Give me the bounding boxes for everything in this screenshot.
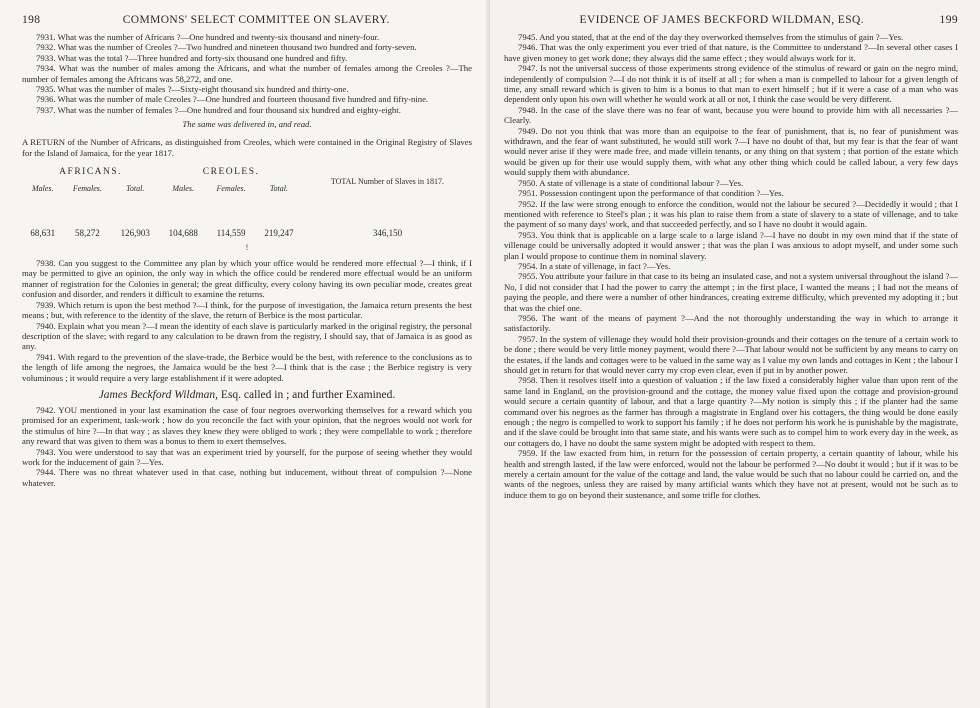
column-header: Total. bbox=[126, 184, 145, 194]
table-cell: 68,631 bbox=[30, 228, 56, 239]
paragraph: 7937. What was the number of females ?—One hundred and four thousand six hundred and eighty-eight. bbox=[36, 104, 401, 115]
left-top-paragraphs bbox=[22, 32, 472, 115]
column-header: Females. bbox=[216, 184, 246, 194]
right-page bbox=[490, 0, 980, 708]
paragraph: 7943. You were understood to say that was an experiment tried by yourself, for the purpose of seeing whether they would work for the inducement of gain ?—Yes. bbox=[22, 446, 472, 467]
creoles-header: CREOLES. bbox=[202, 167, 260, 178]
paragraph: 7931. What was the number of Africans ?—One hundred and twenty-six thousand and ninety-four. bbox=[36, 32, 380, 42]
paragraph: 7949. Do not you think that was more than an equipoise to the fear of punishment, that is, no fear of punishment was withdrawn, and the fear of want substituted, he would still work ?—I have no doubt of that, but my fear is that the fear of want would never arise if they were made free, and made villein tenants, or any thing on that system ; that portion of the estate which would be given up for their use would supply them, with what any other thing which could be called labour, a very few days would supply them with abundance. bbox=[504, 125, 958, 178]
left-running-title: COMMONS' SELECT COMMITTEE ON SLAVERY. bbox=[122, 14, 390, 26]
right-running-head bbox=[504, 14, 958, 26]
paragraph: 7939. Which return is upon the best method ?—I think, for the purpose of investigation, the Jamaica return presents the best means ; but, with reference to the identity of the slave, the return of Berbice is the most particular. bbox=[22, 299, 472, 321]
paragraph: 7936. What was the number of male Creoles ?—One hundred and fourteen thousand five hundred and fifty-nine. bbox=[36, 94, 429, 105]
paragraph: 7959. If the law exacted from him, in return for the possession of certain property, a certain quantity of labour, while his health and strength lasted, if the law were enforced, would not the labour be performed ?—No doubt it would ; but if it was to be merely a certain amount for the value of the cottage and land, the value would be such that no labour could be carried on, and the wants of the negroes, unless they are raised by many artificial wants which they have not at present, would not be such as to induce them to go on beyond their sustenance, and some trifle for clothes. bbox=[504, 448, 958, 500]
paragraph: 7948. In the case of the slave there was no fear of want, because you were bound to provide him with all necessaries ?—Clearly. bbox=[504, 104, 958, 126]
paragraph: 7945. And you stated, that at the end of the day they overworked themselves from the stimulus of gain ?—Yes. bbox=[518, 32, 904, 42]
ornament: ! bbox=[245, 243, 249, 253]
table-cell: 126,903 bbox=[120, 228, 150, 239]
paragraph: 7944. There was no threat whatever used in that case, nothing but inducement, without threat of compulsion ?—None whatever. bbox=[22, 467, 472, 488]
paragraph: 7933. What was the total ?—Three hundred and forty-six thousand one hundred and fifty. bbox=[36, 52, 348, 63]
left-bottom-paragraphs bbox=[22, 405, 472, 488]
paragraph: 7932. What was the number of Creoles ?—Two hundred and nineteen thousand two hundred and forty-seven. bbox=[36, 42, 417, 53]
table-cell: 219,247 bbox=[264, 228, 294, 239]
column-header: Total. bbox=[269, 184, 289, 194]
paragraph: 7958. Then it resolves itself into a question of valuation ; if the law fixed a considerably higher value than upon rent of the same land in England, on the provision-ground and the cottage, the money value fixed upon the cottage and provision-ground would secure a certain quantity of labour, and that a large quantity ?—My notion is simply this ; if the planter had the same command over his negroes as the farmer has through a magistrate in England over his cottagers, the thing would be done easily enough ; the negro is compelled to work to support his family ; if he does not perform his work he is punishable by the magistrate, and if the slave could be brought into that same state, and his wants were such as to compel him to work every day in the week, as our cottagers do, I have no doubt the same system might be adopted with respect to them. bbox=[504, 375, 958, 448]
table-cell: 346,150 bbox=[372, 228, 403, 239]
paragraph: 7934. What was the number of males among the Africans, and what the number of females among the Creoles ?—The number of females among the Africans was 58,272, and one. bbox=[22, 63, 472, 84]
right-page-number: 199 bbox=[939, 14, 958, 26]
paragraph: 7941. With regard to the prevention of the slave-trade, the Berbice would be the best, with reference to the conclusions as to the length of life among the negroes, the Jamaica would be the best ?—I think that is the case ; the Berbice registry is very voluminous ; it would require a very large establishment if it were adopted. bbox=[22, 351, 472, 383]
total-header: TOTAL Number of Slaves in 1817. bbox=[330, 176, 445, 186]
witness-subheading bbox=[22, 389, 472, 401]
paragraph: 7947. Is not the universal success of those experiments strong evidence of the stimulus of reward or gain on the negro mind, independently of compulsion ?—I do not think it is of itself at all ; for when a man is compelled to labour for a given length of time, any small reward which is given to him is a bonus to that man to exert himself ; but if it were a case of a man who was dependent only upon his own will whether he would work at all or not, I think the case would be very different. bbox=[504, 63, 958, 105]
paragraph: 7956. The want of the means of payment ?—And the not thoroughly understanding the way in which to arrange it satisfactorily. bbox=[504, 312, 958, 334]
paragraph: 7952. If the law were strong enough to enforce the condition, would not the labour be secured ?—Decidedly it would ; that I mentioned with reference to Steel's plan ; it was his plan to raise them from a state of slavery to a state of villenage, and to take the payment of so many days' work, and that succeeded perfectly, and so I have no doubt it would again. bbox=[504, 198, 958, 230]
paragraph: 7951. Possession contingent upon the performance of that condition ?—Yes. bbox=[518, 188, 784, 199]
paragraph: 7946. That was the only experiment you ever tried of that nature, is the Committee to understand ?—In several other cases I have given money to get work done; they always did the same effect ; they would always work for it. bbox=[504, 42, 958, 63]
return-heading-rest: of the Number of Africans, as distinguished from Creoles, which were contained in the Original Registry of Slaves for the Island of Jamaica, for the year 1817. bbox=[22, 137, 473, 158]
left-running-head bbox=[22, 14, 472, 26]
paragraph: 7955. You attribute your failure in that case to its being an insulated case, and not a system universal throughout the island ?—No, I did not consider that I had the power to carry the attempt ; in the first place, I wanted the means ; I had not the means of paying the people, and there were a number of other hindrances, creating extreme difficulty, which prevented my adopting it ; but that was the chief one. bbox=[504, 271, 958, 313]
return-heading-lead: A RETURN bbox=[22, 137, 66, 148]
table-cell: 104,688 bbox=[168, 228, 198, 239]
right-running-title: EVIDENCE OF JAMES BECKFORD WILDMAN, ESQ. bbox=[579, 14, 864, 26]
table-cell: 58,272 bbox=[74, 228, 100, 239]
paragraph: 7935. What was the number of males ?—Sixty-eight thousand six hundred and thirty-one. bbox=[36, 84, 349, 95]
paragraph: 7953. You think that is applicable on a large scale to a large island ?—I have no doubt in my own mind that if the state of villenage could be universally adopted it would answer ; that was the plan I was anxious to adopt myself, and under some such plan I would propose to continue them in nominal slavery. bbox=[504, 229, 958, 261]
right-paragraphs bbox=[504, 32, 958, 500]
africans-header: AFRICANS. bbox=[59, 167, 123, 178]
paragraph: 7940. Explain what you mean ?—I mean the identity of each slave is particularly marked in the original registry, the personal description of the slave; with regard to any calculation to be drawn from the registry, I should say, that of Jamaica is as good as any. bbox=[22, 320, 472, 352]
table-cell: 114,559 bbox=[216, 228, 246, 239]
delivered-note: The same was delivered in, and read. bbox=[182, 119, 312, 130]
slave-returns-table bbox=[22, 166, 472, 239]
left-middle-paragraphs bbox=[22, 258, 472, 383]
column-header: Males. bbox=[172, 184, 194, 194]
return-heading bbox=[22, 137, 472, 158]
column-header: Males. bbox=[31, 184, 54, 194]
column-header: Females. bbox=[72, 184, 102, 194]
witness-subheading-rest: Esq. called in ; and further Examined. bbox=[218, 388, 396, 401]
witness-name: James Beckford Wildman, bbox=[98, 388, 219, 401]
paragraph: 7942. YOU mentioned in your last examination the case of four negroes overworking themselves for a reward which you promised for an experiment, task-work ; how do you reconcile the fact with your opinion, that the negroes would not work for the stimulus of hire ?—In that way ; as slaves they knew they were obliged to work ; they were compellable to work ; therefore any reward that was given to them was a bonus to them to exert themselves. bbox=[22, 404, 472, 447]
paragraph: 7938. Can you suggest to the Committee any plan by which your office would be rendered more effectual ?—I think, if I may be permitted to give an opinion, the only way in which the office could be rendered more effectual would be an uniform manner of registration for the Colonies in general; the great difficulty, every colony having its own peculiar mode, creates great confusion and disorder, and renders it difficult to examine the returns. bbox=[22, 258, 472, 300]
paragraph: 7954. In a state of villenage, in fact ?—Yes. bbox=[518, 260, 671, 271]
paragraph: 7950. A state of villenage is a state of conditional labour ?—Yes. bbox=[518, 177, 744, 188]
left-page-number: 198 bbox=[22, 14, 41, 26]
paragraph: 7957. In the system of villenage they would hold their provision-grounds and their cottages on the tenure of a certain work to be done ; there would be very little money payment, would there ?—That labour would not be sufficient by any means to carry on the estates, if the lands and cottages were to be valued in the same way as I value my own lands and cottages in Kent ; the labour I should get in return for that would never carry my crop even clear, even if put in by another power. bbox=[504, 333, 958, 375]
